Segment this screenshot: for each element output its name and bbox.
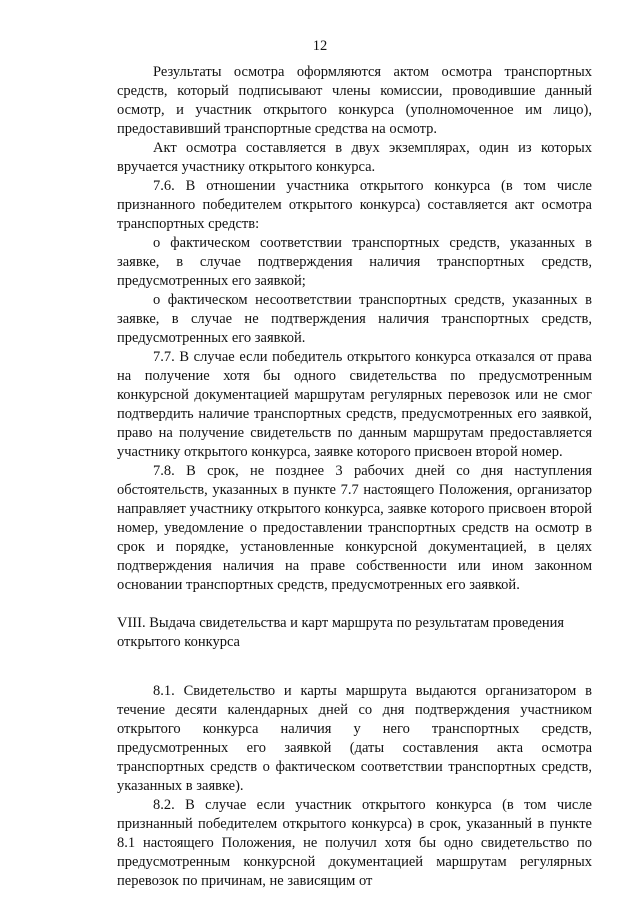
section-heading-viii xyxy=(117,614,592,652)
paragraph-7-6-compliance: о фактическом соответствии транспортных средств, указанных в заявке, в случае подтверждения наличия транспортных средств, предусмотренных его заявкой; xyxy=(117,235,592,289)
page-number: 12 xyxy=(312,38,328,54)
paragraph-inspection-results: Результаты осмотра оформляются актом осмотра транспортных средств, который подписывают члены комиссии, проводившие данный осмотр, и участник открытого конкурса (уполномоченное им лицо), предоставивший транспортные средства на осмотр. xyxy=(117,64,592,137)
section-heading-line2: открытого конкурса xyxy=(117,634,240,650)
section-heading-line1: VIII. Выдача свидетельства и карт маршрута по результатам проведения xyxy=(117,615,565,631)
paragraph-8-2: 8.2. В случае если участник открытого конкурса (в том числе признанный победителем открытого конкурса) в срок, указанный в пункте 8.1 настоящего Положения, не получил хотя бы одно свидетельство по предусмотренным конкурсной документацией маршрутам регулярных перевозок по причинам, не зависящим от xyxy=(117,797,592,889)
paragraph-7-6-noncompliance: о фактическом несоответствии транспортных средств, указанных в заявке, в случае не подтверждения наличия транспортных средств, предусмотренных его заявкой. xyxy=(117,292,592,346)
document-body xyxy=(117,63,592,891)
paragraph-7-7: 7.7. В случае если победитель открытого конкурса отказался от права на получение хотя бы одного свидетельства по предусмотренным конкурсной документацией маршрутам регулярных перевозок или не смог подтвердить наличие транспортных средств, предусмотренных его заявкой, право на получение свидетельств по данным маршрутам предоставляется участнику открытого конкурса, заявке которого присвоен второй номер. xyxy=(117,349,592,460)
paragraph-8-1: 8.1. Свидетельство и карты маршрута выдаются организатором в течение десяти календарных дней со дня подтверждения участником открытого конкурса наличия у него транспортных средств, предусмотренных его заявкой (даты составления акта осмотра транспортных средств о фактическом соответствии транспортных средств, указанных в заявке). xyxy=(117,683,592,794)
paragraph-7-8: 7.8. В срок, не позднее 3 рабочих дней со дня наступления обстоятельств, указанных в пункте 7.7 настоящего Положения, организатор направляет участнику открытого конкурса, заявке которого присвоен второй номер, уведомление о предоставлении транспортных средств на осмотр в срок и порядке, установленные конкурсной документацией, в целях подтверждения наличия на праве собственности или ином законном основании транспортных средств, предусмотренных его заявкой. xyxy=(117,463,592,593)
paragraph-inspection-act-copies: Акт осмотра составляется в двух экземплярах, один из которых вручается участнику открытого конкурса. xyxy=(117,140,592,175)
paragraph-7-6: 7.6. В отношении участника открытого конкурса (в том числе признанного победителем открытого конкурса) составляется акт осмотра транспортных средств: xyxy=(117,178,592,232)
section-heading xyxy=(117,614,592,652)
